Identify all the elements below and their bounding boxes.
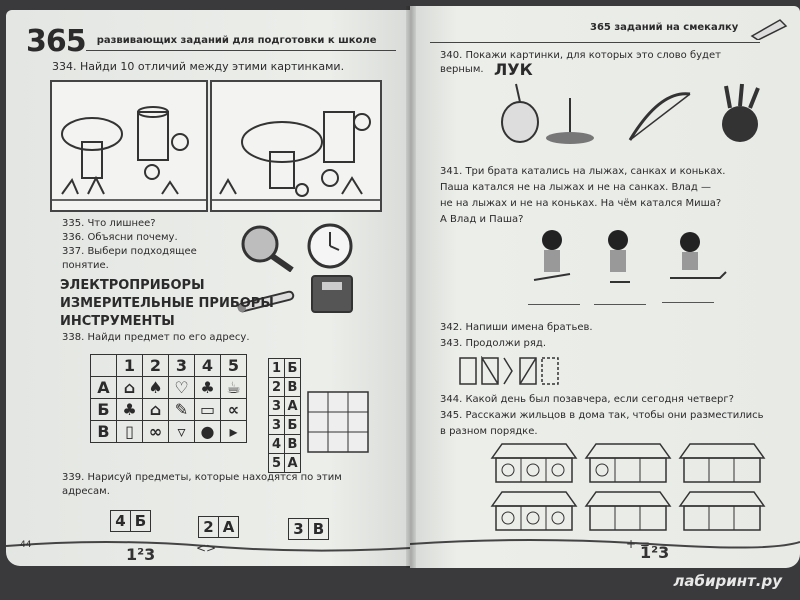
open-workbook (6, 6, 800, 590)
magnifier-icon (238, 222, 298, 272)
task-344: 344. Какой день был позавчера, если сегодня четверг? (440, 394, 734, 405)
left-footer-decoration (6, 530, 410, 566)
task-341a: 341. Три брата катались на лыжах, санках и коньках. (440, 166, 726, 177)
addr-3-letter: А (285, 397, 301, 416)
cell-cherry-icon: ♣ (195, 377, 221, 399)
concept-measuring: ИЗМЕРИТЕЛЬНЫЕ ПРИБОРЫ (60, 296, 274, 311)
grid-col-2: 2 (143, 355, 169, 377)
addr-1-letter: Б (285, 359, 301, 378)
grid-corner (91, 355, 117, 377)
cell-mushroom-icon: ♠ (143, 377, 169, 399)
grid-col-3: 3 (169, 355, 195, 377)
mushroom-scene-2 (212, 82, 380, 210)
addr-6-num: 5 (269, 454, 285, 473)
task-341b: Паша катался не на лыжах и не на санках. Влад — (440, 182, 712, 193)
task-340b: верным. (440, 64, 484, 75)
page-number-left: 44 (20, 540, 32, 550)
left-header (26, 24, 377, 59)
addr-3-num: 3 (269, 397, 285, 416)
picture-grid-icon (306, 390, 376, 460)
draw-box-2-num: 2 (198, 516, 219, 538)
pattern-sequence (458, 356, 578, 392)
addr-2-letter: В (285, 378, 301, 397)
mushroom-scene-1 (52, 82, 206, 210)
brothers-pictures (530, 226, 750, 296)
cell-car-icon: ▭ (195, 399, 221, 421)
task-342: 342. Напиши имена братьев. (440, 322, 593, 333)
header-365: 365 (26, 24, 86, 59)
task-336: 336. Объясни почему. (62, 232, 178, 243)
addr-1-num: 1 (269, 359, 285, 378)
cell-cup-icon: ☕ (221, 377, 247, 399)
address-list (268, 358, 301, 473)
name-line-2[interactable] (594, 304, 646, 305)
word-luk: ЛУК (494, 60, 533, 79)
task-341c: не на лыжах и не на коньках. На чём катался Миша? (440, 198, 722, 209)
book-gutter (406, 6, 416, 568)
right-header-rule (430, 42, 760, 43)
cell-glass-icon: ▿ (169, 421, 195, 443)
name-line-3[interactable] (662, 302, 714, 303)
grid-row-b: Б (91, 399, 117, 421)
cell-glasses-icon: ∞ (143, 421, 169, 443)
svg-text:1²3: 1²3 (640, 543, 670, 562)
left-page (6, 10, 410, 566)
watermark-labirint: лабиринт.ру (673, 572, 782, 590)
task-337b: понятие. (62, 260, 109, 271)
cell-tree-icon: ♣ (117, 399, 143, 421)
addr-4-num: 3 (269, 416, 285, 435)
draw-box-2-letter: А (218, 516, 239, 538)
concept-tools: ИНСТРУМЕНТЫ (60, 314, 175, 329)
header-rule (86, 50, 396, 51)
task-337a: 337. Выбери подходящее (62, 246, 197, 257)
left-header-text: развивающих заданий для подготовки к школе (96, 35, 377, 46)
task-345b: в разном порядке. (440, 426, 538, 437)
task-345a: 345. Расскажи жильцов в дома так, чтобы они разместились (440, 410, 764, 421)
cell-pencil-icon: ✎ (169, 399, 195, 421)
grid-col-1: 1 (117, 355, 143, 377)
picture-2 (210, 80, 382, 212)
cell-heart-icon: ♡ (169, 377, 195, 399)
task-338: 338. Найди предмет по его адресу. (62, 332, 250, 343)
name-line-1[interactable] (528, 304, 580, 305)
task-334: 334. Найди 10 отличий между этими картинками. (52, 60, 345, 73)
grid-col-5: 5 (221, 355, 247, 377)
addr-2-num: 2 (269, 378, 285, 397)
addr-6-letter: А (285, 454, 301, 473)
right-footer-decoration (410, 526, 800, 566)
addr-5-num: 4 (269, 435, 285, 454)
pencil-icon (750, 16, 790, 40)
task-335: 335. Что лишнее? (62, 218, 156, 229)
draw-box-3-letter: В (308, 518, 329, 540)
draw-box-3-num: 3 (288, 518, 309, 540)
right-header: 365 заданий на смекалку (590, 22, 739, 33)
address-grid (90, 354, 247, 443)
cell-cap-icon: ⌂ (117, 377, 143, 399)
cell-apple-icon: ● (195, 421, 221, 443)
addr-5-letter: В (285, 435, 301, 454)
task-340a: 340. Покажи картинки, для которых это слово будет (440, 50, 721, 61)
houses-drawing (490, 440, 790, 540)
cell-fish-icon: ∝ (221, 399, 247, 421)
svg-text:1²3: 1²3 (126, 545, 156, 564)
clock-icon (306, 222, 356, 272)
draw-box-1-num: 4 (110, 510, 131, 532)
svg-text:+ =: + = (626, 537, 650, 551)
addr-4-letter: Б (285, 416, 301, 435)
grid-col-4: 4 (195, 355, 221, 377)
scale-icon (310, 274, 354, 314)
grid-row-a: А (91, 377, 117, 399)
task-341d: А Влад и Паша? (440, 214, 524, 225)
cell-carrot-icon: ▸ (221, 421, 247, 443)
draw-box-1-letter: Б (130, 510, 151, 532)
grid-row-v: В (91, 421, 117, 443)
cell-house-icon: ⌂ (143, 399, 169, 421)
cell-book-icon: ▯ (117, 421, 143, 443)
onion-pictures (490, 80, 770, 150)
task-339b: адресам. (62, 486, 110, 497)
task-343: 343. Продолжи ряд. (440, 338, 546, 349)
svg-text:<>: <> (196, 541, 217, 555)
concept-electric: ЭЛЕКТРОПРИБОРЫ (60, 278, 205, 293)
right-page (410, 6, 800, 568)
task-339a: 339. Нарисуй предметы, которые находятся по этим (62, 472, 342, 483)
picture-1 (50, 80, 208, 212)
